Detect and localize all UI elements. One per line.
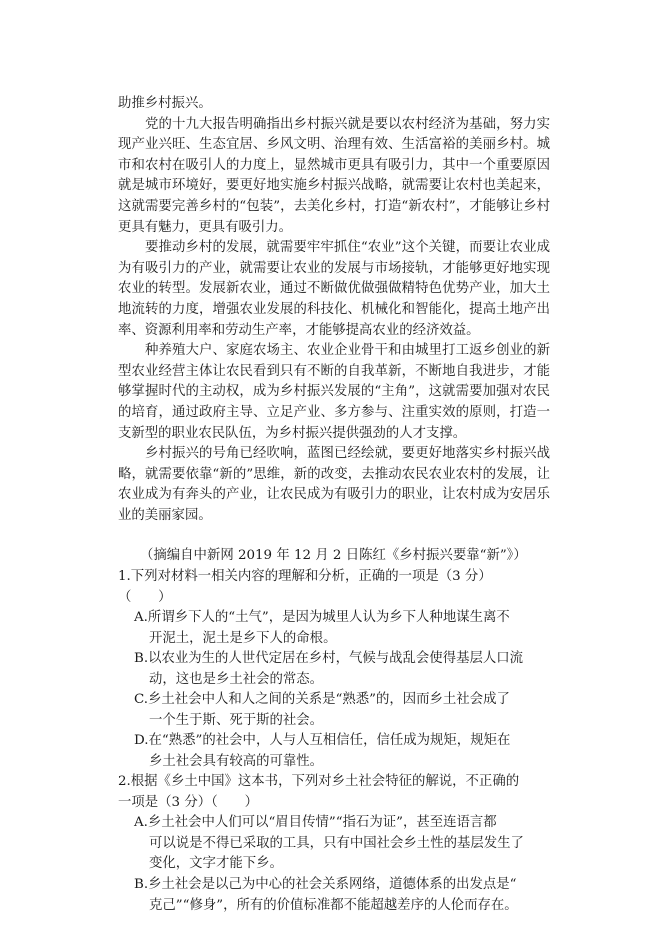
question-1-option-d bbox=[134, 731, 550, 772]
option-line: 一个生于斯、死于斯的社会。 bbox=[149, 712, 324, 728]
option-line: 开泥土，泥土是乡下人的命根。 bbox=[149, 630, 337, 646]
option-line: B.乡土社会是以己为中心的社会关系网络，道德体系的出发点是“ bbox=[134, 877, 517, 892]
article-source: （摘编自中新网 2019 年 12 月 2 日陈红《乡村振兴要靠“新”》） bbox=[140, 548, 527, 563]
question-2-stem-line: 2.根据《乡土中国》这本书，下列对乡土社会特征的解说，不正确的 bbox=[118, 774, 520, 789]
question-2-stem-line: 一项是（3 分）（ ） bbox=[118, 794, 258, 810]
option-line: 变化，文字才能下乡。 bbox=[149, 856, 283, 872]
paragraph-2: 要推动乡村的发展，就需要牢牢抓住“农业”这个关键，而要让农业成为有吸引力的产业，就需要让农业的发展与市场接轨，才能够更好地实现农业的转型。发展新农业，通过不断做优做强做精特色优势产业，加大土地流转的力度，增强农业发展的科技化、机械化和智能化，提高土地产出率、资源利用率和劳动生产率，才能够提高农业的经济效益。 bbox=[118, 240, 550, 338]
paragraph-4: 乡村振兴的号角已经吹响，蓝图已经绘就，要更好地落实乡村振兴战略，就需要依靠“新的”思维，新的改变，去推动农民农业农村的发展，让农业成为有奔头的产业，让农民成为有吸引力的职业，让农村成为安居乐业的美丽家园。 bbox=[118, 446, 550, 523]
question-1-stem-text: 1.下列对材料一相关内容的理解和分析，正确的一项是（3 分） bbox=[118, 569, 492, 584]
lead-line: 助推乡村振兴。 bbox=[118, 96, 212, 111]
option-line: C.乡土社会中人和人之间的关系是“熟悉”的，因而乡土社会成了 bbox=[134, 692, 510, 707]
question-1-option-a bbox=[134, 608, 550, 649]
option-line: B.以农业为生的人世代定居在乡村，气候与战乱会使得基层人口流 bbox=[134, 651, 524, 666]
option-line: D.在“熟悉”的社会中，人与人互相信任，信任成为规矩，规矩在 bbox=[134, 733, 511, 748]
question-2-option-a bbox=[134, 813, 550, 875]
option-line: 动，这也是乡土社会的常态。 bbox=[149, 671, 324, 687]
question-1-stem bbox=[118, 567, 550, 608]
paragraph-3: 种养殖大户、家庭农场主、农业企业骨干和由城里打工返乡创业的新型农业经营主体让农民看到只有不断的自我革新，不断地自我进步，才能够掌握时代的主动权，成为乡村振兴发展的“主角”，这就需要加强对农民的培育，通过政府主导、立足产业、多方参与、注重实效的原则，打造一支新型的职业农民队伍，为乡村振兴提供强劲的人才支撑。 bbox=[118, 343, 550, 441]
paragraph-1: 党的十九大报告明确指出乡村振兴就是要以农村经济为基础，努力实现产业兴旺、生态宜居、乡风文明、治理有效、生活富裕的美丽乡村。城市和农村在吸引人的力度上，显然城市更具有吸引力，其中一个重要原因就是城市环境好，要更好地实施乡村振兴战略，就需要让农村也美起来，这就需要完善乡村的“包装”，去美化乡村，打造“新农村”，才能够让乡村更具有魅力，更具有吸引力。 bbox=[118, 116, 550, 235]
question-1-option-b bbox=[134, 649, 550, 690]
option-line: A.所谓乡下人的“土气”，是因为城里人认为乡下人种地谋生离不 bbox=[134, 610, 510, 625]
article-body bbox=[118, 94, 550, 526]
question-2-stem bbox=[118, 772, 550, 813]
option-line: 可以说是不得已采取的工具，只有中国社会乡土性的基层发生了 bbox=[149, 835, 524, 851]
question-2-option-b bbox=[134, 875, 550, 916]
option-line: 乡土社会具有较高的可靠性。 bbox=[149, 753, 324, 769]
question-1-answer-blank: （ ） bbox=[118, 589, 172, 605]
question-1-option-c bbox=[134, 690, 550, 731]
option-line: A.乡土社会中人们可以“眉目传情”“指石为证”，甚至连语言都 bbox=[134, 815, 497, 830]
option-line: 克己”“修身”，所有的价值标准都不能超越差序的人伦而存在。 bbox=[149, 897, 518, 913]
